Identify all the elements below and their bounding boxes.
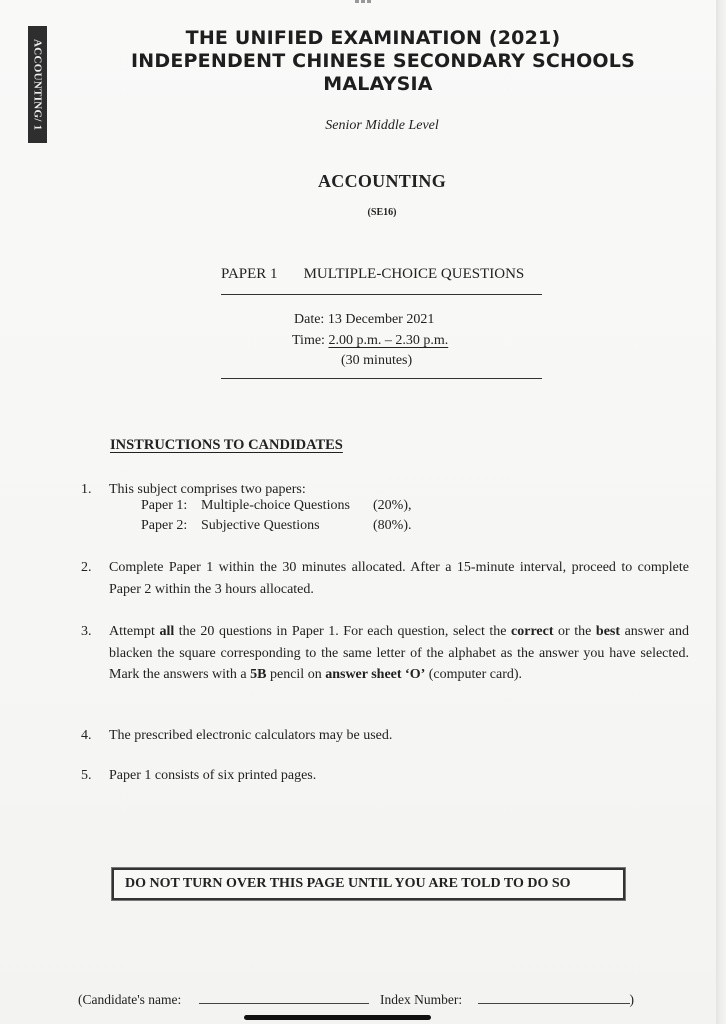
subject-title: ACCOUNTING — [317, 171, 446, 191]
date-label: Date: — [294, 312, 325, 327]
home-indicator-bar[interactable] — [244, 1015, 431, 1020]
header-line-3: MALAYSIA — [323, 73, 433, 95]
paper-description: Subjective Questions — [201, 518, 320, 533]
notice-text: DO NOT TURN OVER THIS PAGE UNTIL YOU ARE TOLD TO DO SO — [125, 876, 571, 891]
time-label: Time: — [292, 333, 325, 348]
paper-label: Paper 1: — [141, 498, 188, 513]
paper-breakdown-2 — [141, 518, 412, 534]
item-text: Paper 1 consists of six printed pages. — [109, 768, 317, 783]
emphasis: correct — [511, 624, 554, 639]
paper-description: Multiple-choice Questions — [201, 498, 350, 513]
header-line-1: THE UNIFIED EXAMINATION (2021) — [185, 27, 561, 49]
exam-date — [294, 312, 434, 328]
text-run: the 20 questions in Paper 1. For each question, select the — [174, 624, 512, 639]
item-number: 2. — [81, 560, 92, 575]
paper-weight: (80%). — [373, 518, 412, 533]
text-run: (computer card). — [425, 667, 523, 682]
item-number: 4. — [81, 728, 92, 743]
instructions-heading: INSTRUCTIONS TO CANDIDATES — [110, 437, 343, 453]
index-number-field[interactable] — [478, 991, 630, 1004]
candidate-name-field[interactable] — [199, 991, 369, 1004]
warning-notice — [112, 868, 625, 900]
exam-level: Senior Middle Level — [325, 118, 439, 133]
paper-label: Paper 2: — [141, 518, 188, 533]
emphasis: all — [159, 624, 175, 639]
item-text: Complete Paper 1 within the 30 minutes allocated. After a 15-minute interval, proceed to complete Paper 2 within the 3 hours allocated. — [109, 560, 689, 597]
subject-code: (SE16) — [367, 207, 397, 218]
text-run: or the — [553, 624, 596, 639]
exam-time — [292, 333, 448, 349]
exam-duration: (30 minutes) — [341, 353, 413, 368]
emphasis: answer sheet ‘O’ — [325, 667, 426, 682]
item-text: The prescribed electronic calculators may be used. — [109, 728, 393, 743]
page-indicator-dots — [355, 0, 371, 4]
index-label: Index Number: — [380, 992, 463, 1007]
text-run: pencil on — [266, 667, 326, 682]
divider — [221, 294, 542, 295]
paper-weight: (20%), — [373, 498, 412, 513]
item-text: This subject comprises two papers: — [109, 482, 306, 497]
side-tab-text: ACCOUNTING/ 1 — [31, 38, 44, 131]
emphasis: 5B — [250, 667, 267, 682]
item-number: 1. — [81, 482, 92, 497]
time-value: 2.00 p.m. – 2.30 p.m. — [328, 333, 449, 348]
text-run: answer and blacken the square corresponding to the same letter of the alphabet as the answer you have selected. Mark the answers with a — [109, 624, 689, 682]
paper-title: MULTIPLE-CHOICE QUESTIONS — [303, 266, 525, 282]
paper-heading — [221, 266, 524, 283]
emphasis: best — [595, 624, 621, 639]
text-run: Attempt — [109, 624, 160, 639]
candidate-details — [78, 991, 634, 1008]
name-label: (Candidate's name: — [78, 992, 182, 1007]
paper-number: PAPER 1 — [221, 266, 278, 282]
item-number: 5. — [81, 768, 92, 783]
date-value: 13 December 2021 — [327, 312, 435, 327]
item-text — [109, 621, 689, 686]
item-number: 3. — [81, 624, 92, 639]
paper-breakdown-1 — [141, 498, 412, 514]
header-line-2: INDEPENDENT CHINESE SECONDARY SCHOOLS — [131, 50, 635, 72]
close-paren: ) — [629, 992, 635, 1007]
page-edge — [716, 0, 726, 1024]
divider — [221, 378, 542, 379]
